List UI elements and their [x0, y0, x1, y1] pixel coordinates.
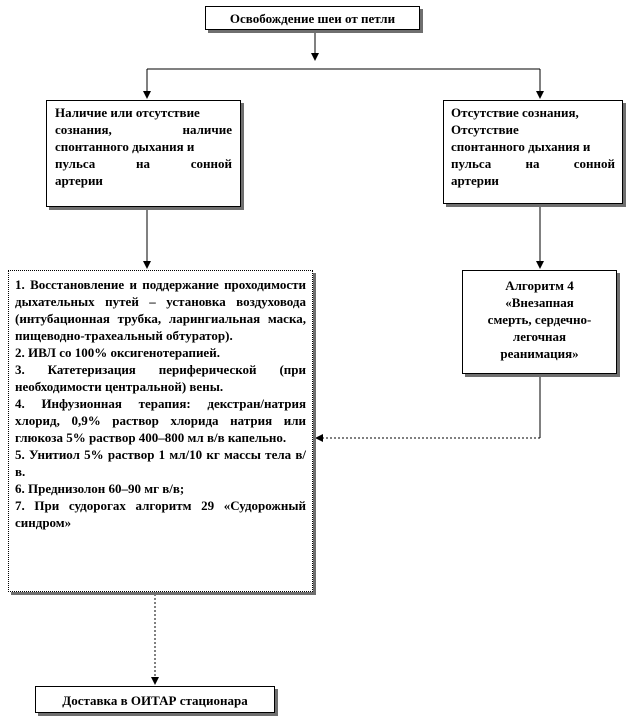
box-release-neck-text: Освобождение шеи от петли — [229, 11, 396, 26]
left-line-2-text: сознания, наличие — [55, 122, 232, 137]
box-delivery-icu-text: Доставка в ОИТАР стационара — [62, 693, 248, 708]
box-treatment-steps — [8, 270, 313, 592]
box-release-neck — [205, 6, 420, 30]
left-line-1: Наличие или отсутствие — [55, 105, 200, 120]
treatment-step-6: 6. Преднизолон 60–90 мг в/в; — [15, 481, 185, 496]
right-line-5: артерии — [451, 173, 499, 188]
left-line-4: пульса на сонной — [55, 156, 232, 171]
box-algorithm-4 — [462, 270, 617, 374]
left-line-2 — [55, 121, 232, 138]
right-line-3: спонтанного дыхания и — [451, 139, 591, 154]
left-line-5: артерии — [55, 173, 103, 188]
treatment-step-7: 7. При судорогах алгоритм 29 «Судорожный синдром» — [15, 498, 306, 530]
box-consciousness-present — [46, 100, 241, 207]
treatment-step-1: 1. Восстановление и поддержание проходимости дыхательных путей – установка воздуховода (интубационная трубка, ларингиальная маска, пищеводно-трахеальный обтуратор). — [15, 277, 306, 343]
treatment-step-5: 5. Унитиол 5% раствор 1 мл/10 кг массы тела в/в. — [15, 447, 306, 479]
right-line-2: Отсутствие — [451, 122, 519, 137]
left-line-3: спонтанного дыхания и — [55, 139, 195, 154]
algo-line-3: смерть, сердечно- — [487, 312, 592, 327]
treatment-step-4: 4. Инфузионная терапия: декстран/натрия хлорид, 0,9% раствор хлорида натрия или глюкоза 5% раствор 400–800 мл в/в капельно. — [15, 396, 306, 445]
algo-line-4: легочная — [512, 329, 567, 344]
algo-line-5: реанимация» — [500, 346, 579, 361]
right-line-1: Отсутствие сознания, — [451, 105, 579, 120]
box-delivery-icu — [35, 686, 275, 713]
algo-line-1: Алгоритм 4 — [505, 278, 574, 293]
treatment-step-2: 2. ИВЛ со 100% оксигенотерапией. — [15, 345, 220, 360]
right-line-4: пульса на сонной — [451, 156, 615, 171]
algo-line-2: «Внезапная — [505, 295, 574, 310]
box-consciousness-absent — [443, 100, 623, 204]
treatment-step-3: 3. Катетеризация периферической (при необходимости центральной) вены. — [15, 362, 306, 394]
